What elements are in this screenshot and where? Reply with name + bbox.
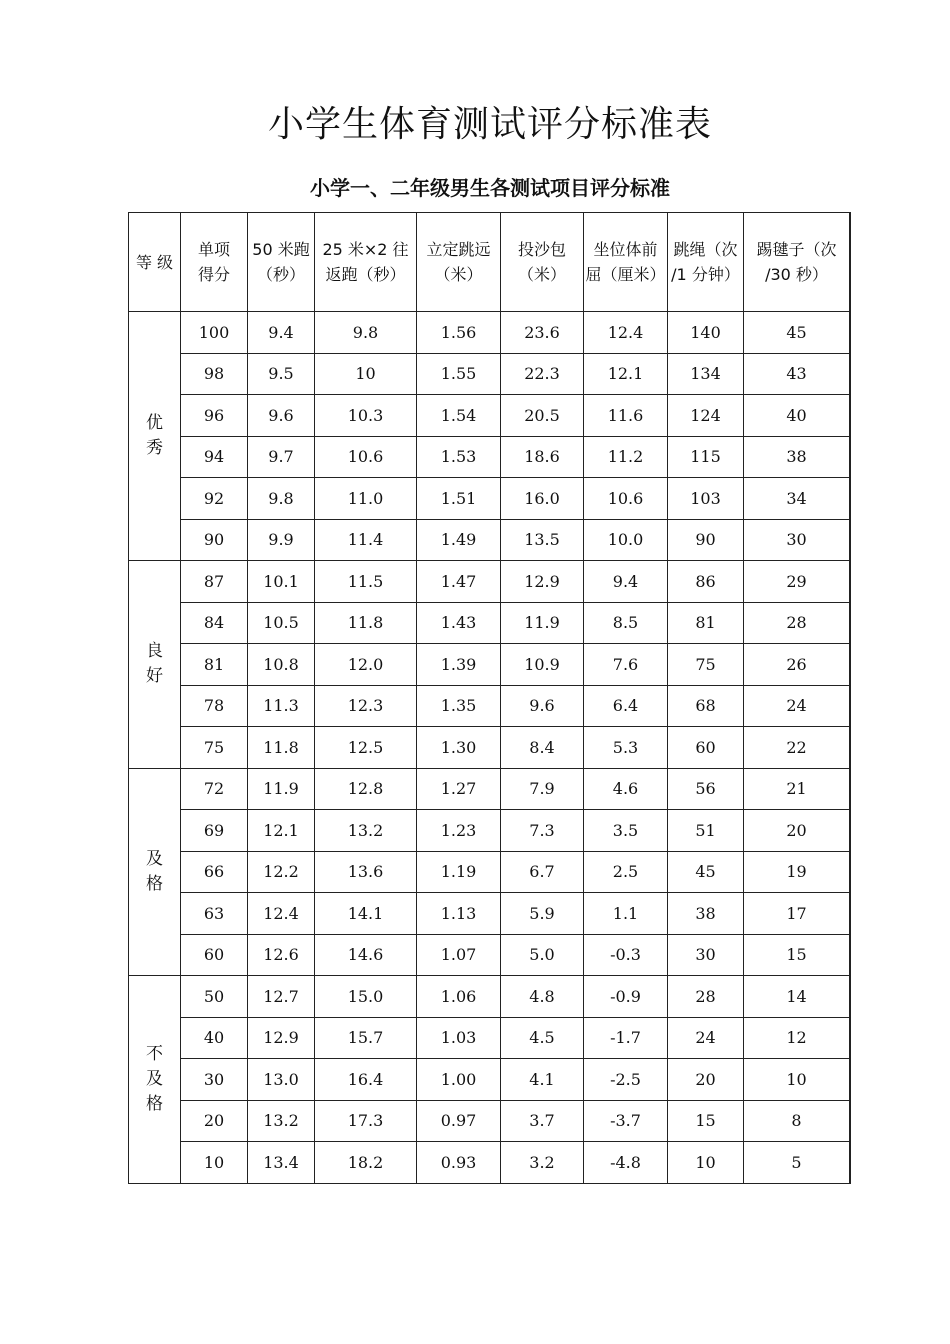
- score-cell: 81: [181, 644, 248, 686]
- value-cell: 9.5: [248, 353, 315, 395]
- value-cell: 9.6: [501, 685, 584, 727]
- grade-fail: 不 及 格: [129, 976, 181, 1184]
- value-cell: 9.4: [584, 561, 668, 603]
- value-cell: 10.6: [584, 478, 668, 520]
- table-row: [129, 685, 850, 727]
- value-cell: 12.5: [315, 727, 417, 769]
- value-cell: -4.8: [584, 1142, 668, 1184]
- value-cell: 51: [668, 810, 744, 852]
- header-grade: 等 级: [129, 213, 181, 312]
- grade-good: 良 好: [129, 561, 181, 769]
- value-cell: 15.0: [315, 976, 417, 1018]
- value-cell: 12.7: [248, 976, 315, 1018]
- value-cell: 12.1: [584, 353, 668, 395]
- table-row: [129, 1059, 850, 1101]
- value-cell: 9.6: [248, 395, 315, 437]
- value-cell: 45: [744, 312, 850, 354]
- header-shuttlecock-kick: 踢毽子（次 /30 秒）: [744, 213, 850, 312]
- value-cell: 12.8: [315, 768, 417, 810]
- value-cell: 17.3: [315, 1100, 417, 1142]
- value-cell: 1.51: [417, 478, 501, 520]
- score-cell: 69: [181, 810, 248, 852]
- value-cell: 14.6: [315, 934, 417, 976]
- value-cell: 21: [744, 768, 850, 810]
- value-cell: 134: [668, 353, 744, 395]
- value-cell: 10.1: [248, 561, 315, 603]
- value-cell: 1.30: [417, 727, 501, 769]
- value-cell: 9.8: [248, 478, 315, 520]
- value-cell: 11.0: [315, 478, 417, 520]
- value-cell: 26: [744, 644, 850, 686]
- value-cell: 140: [668, 312, 744, 354]
- value-cell: 81: [668, 602, 744, 644]
- score-cell: 87: [181, 561, 248, 603]
- value-cell: 1.19: [417, 851, 501, 893]
- value-cell: 124: [668, 395, 744, 437]
- table-row: [129, 893, 850, 935]
- header-row: [129, 213, 850, 312]
- value-cell: 14: [744, 976, 850, 1018]
- header-standing-long-jump: 立定跳远 （米）: [417, 213, 501, 312]
- value-cell: 1.35: [417, 685, 501, 727]
- value-cell: 12.4: [248, 893, 315, 935]
- score-cell: 72: [181, 768, 248, 810]
- header-25m-shuttle-run: 25 米×2 往 返跑（秒）: [315, 213, 417, 312]
- value-cell: -2.5: [584, 1059, 668, 1101]
- value-cell: 20.5: [501, 395, 584, 437]
- table-body: [129, 312, 850, 1184]
- value-cell: 10.3: [315, 395, 417, 437]
- score-cell: 96: [181, 395, 248, 437]
- value-cell: 13.2: [315, 810, 417, 852]
- value-cell: 16.0: [501, 478, 584, 520]
- value-cell: 1.1: [584, 893, 668, 935]
- value-cell: 18.6: [501, 436, 584, 478]
- value-cell: 5.3: [584, 727, 668, 769]
- value-cell: 2.5: [584, 851, 668, 893]
- value-cell: 29: [744, 561, 850, 603]
- value-cell: 1.23: [417, 810, 501, 852]
- table-row: [129, 810, 850, 852]
- value-cell: 7.6: [584, 644, 668, 686]
- table-row: [129, 851, 850, 893]
- header-sit-and-reach: 坐位体前 屈（厘米）: [584, 213, 668, 312]
- value-cell: 8.4: [501, 727, 584, 769]
- score-cell: 75: [181, 727, 248, 769]
- table-row: [129, 602, 850, 644]
- value-cell: 19: [744, 851, 850, 893]
- table-row: [129, 727, 850, 769]
- value-cell: 1.56: [417, 312, 501, 354]
- value-cell: 6.4: [584, 685, 668, 727]
- table-row: [129, 1100, 850, 1142]
- value-cell: 1.55: [417, 353, 501, 395]
- value-cell: 4.1: [501, 1059, 584, 1101]
- value-cell: 38: [744, 436, 850, 478]
- score-cell: 94: [181, 436, 248, 478]
- value-cell: 11.3: [248, 685, 315, 727]
- value-cell: 12.9: [248, 1017, 315, 1059]
- value-cell: 12.6: [248, 934, 315, 976]
- table-subtitle: 小学一、二年级男生各测试项目评分标准: [310, 176, 670, 200]
- value-cell: 10.0: [584, 519, 668, 561]
- value-cell: 9.8: [315, 312, 417, 354]
- value-cell: 7.3: [501, 810, 584, 852]
- value-cell: 5: [744, 1142, 850, 1184]
- score-cell: 20: [181, 1100, 248, 1142]
- score-cell: 10: [181, 1142, 248, 1184]
- value-cell: 43: [744, 353, 850, 395]
- value-cell: 1.53: [417, 436, 501, 478]
- value-cell: 1.43: [417, 602, 501, 644]
- value-cell: 11.9: [501, 602, 584, 644]
- value-cell: 3.7: [501, 1100, 584, 1142]
- value-cell: 12.0: [315, 644, 417, 686]
- score-cell: 63: [181, 893, 248, 935]
- table-row: [129, 395, 850, 437]
- value-cell: 40: [744, 395, 850, 437]
- value-cell: 5.0: [501, 934, 584, 976]
- value-cell: 11.6: [584, 395, 668, 437]
- value-cell: 115: [668, 436, 744, 478]
- score-cell: 90: [181, 519, 248, 561]
- value-cell: 34: [744, 478, 850, 520]
- value-cell: 15: [668, 1100, 744, 1142]
- value-cell: 30: [668, 934, 744, 976]
- value-cell: 9.9: [248, 519, 315, 561]
- table-row: [129, 934, 850, 976]
- value-cell: 30: [744, 519, 850, 561]
- table-row: [129, 561, 850, 603]
- value-cell: 10: [315, 353, 417, 395]
- value-cell: 86: [668, 561, 744, 603]
- value-cell: 45: [668, 851, 744, 893]
- value-cell: 23.6: [501, 312, 584, 354]
- value-cell: 12.2: [248, 851, 315, 893]
- value-cell: 8.5: [584, 602, 668, 644]
- value-cell: 11.8: [248, 727, 315, 769]
- value-cell: 14.1: [315, 893, 417, 935]
- value-cell: 8: [744, 1100, 850, 1142]
- table-row: [129, 768, 850, 810]
- score-cell: 30: [181, 1059, 248, 1101]
- value-cell: -3.7: [584, 1100, 668, 1142]
- value-cell: -1.7: [584, 1017, 668, 1059]
- value-cell: 9.7: [248, 436, 315, 478]
- table-row: [129, 312, 850, 354]
- value-cell: 0.93: [417, 1142, 501, 1184]
- value-cell: 22.3: [501, 353, 584, 395]
- value-cell: 11.8: [315, 602, 417, 644]
- value-cell: 10.8: [248, 644, 315, 686]
- value-cell: 4.5: [501, 1017, 584, 1059]
- table-row: [129, 353, 850, 395]
- value-cell: 4.6: [584, 768, 668, 810]
- value-cell: 1.13: [417, 893, 501, 935]
- value-cell: 6.7: [501, 851, 584, 893]
- value-cell: 11.9: [248, 768, 315, 810]
- table-row: [129, 1017, 850, 1059]
- header-rope-skipping: 跳绳（次 /1 分钟）: [668, 213, 744, 312]
- value-cell: 1.39: [417, 644, 501, 686]
- value-cell: 38: [668, 893, 744, 935]
- value-cell: 13.0: [248, 1059, 315, 1101]
- value-cell: 10.5: [248, 602, 315, 644]
- value-cell: 1.49: [417, 519, 501, 561]
- value-cell: 4.8: [501, 976, 584, 1018]
- value-cell: 12.9: [501, 561, 584, 603]
- value-cell: 3.2: [501, 1142, 584, 1184]
- value-cell: 1.07: [417, 934, 501, 976]
- value-cell: 103: [668, 478, 744, 520]
- score-cell: 78: [181, 685, 248, 727]
- value-cell: -0.3: [584, 934, 668, 976]
- value-cell: 60: [668, 727, 744, 769]
- value-cell: 10.6: [315, 436, 417, 478]
- score-cell: 50: [181, 976, 248, 1018]
- score-cell: 92: [181, 478, 248, 520]
- value-cell: 0.97: [417, 1100, 501, 1142]
- table-row: [129, 436, 850, 478]
- value-cell: 24: [668, 1017, 744, 1059]
- table-row: [129, 478, 850, 520]
- value-cell: 1.47: [417, 561, 501, 603]
- value-cell: -0.9: [584, 976, 668, 1018]
- score-cell: 98: [181, 353, 248, 395]
- value-cell: 13.4: [248, 1142, 315, 1184]
- header-score: 单项 得分: [181, 213, 248, 312]
- value-cell: 16.4: [315, 1059, 417, 1101]
- value-cell: 22: [744, 727, 850, 769]
- value-cell: 3.5: [584, 810, 668, 852]
- value-cell: 1.06: [417, 976, 501, 1018]
- grade-excellent: 优 秀: [129, 312, 181, 561]
- value-cell: 11.4: [315, 519, 417, 561]
- score-cell: 66: [181, 851, 248, 893]
- score-cell: 84: [181, 602, 248, 644]
- value-cell: 13.5: [501, 519, 584, 561]
- value-cell: 9.4: [248, 312, 315, 354]
- page-title: 小学生体育测试评分标准表: [267, 104, 712, 145]
- value-cell: 10: [668, 1142, 744, 1184]
- value-cell: 68: [668, 685, 744, 727]
- value-cell: 18.2: [315, 1142, 417, 1184]
- value-cell: 10: [744, 1059, 850, 1101]
- value-cell: 56: [668, 768, 744, 810]
- value-cell: 28: [668, 976, 744, 1018]
- header-50m-run: 50 米跑 （秒）: [248, 213, 315, 312]
- value-cell: 20: [668, 1059, 744, 1101]
- value-cell: 10.9: [501, 644, 584, 686]
- value-cell: 13.6: [315, 851, 417, 893]
- scoring-standard-table: [128, 212, 850, 1184]
- table-row: [129, 519, 850, 561]
- table-row: [129, 644, 850, 686]
- value-cell: 12: [744, 1017, 850, 1059]
- table-row: [129, 1142, 850, 1184]
- value-cell: 5.9: [501, 893, 584, 935]
- grade-pass: 及 格: [129, 768, 181, 976]
- value-cell: 1.54: [417, 395, 501, 437]
- value-cell: 90: [668, 519, 744, 561]
- value-cell: 7.9: [501, 768, 584, 810]
- value-cell: 13.2: [248, 1100, 315, 1142]
- value-cell: 1.27: [417, 768, 501, 810]
- value-cell: 20: [744, 810, 850, 852]
- value-cell: 75: [668, 644, 744, 686]
- score-cell: 100: [181, 312, 248, 354]
- value-cell: 11.2: [584, 436, 668, 478]
- value-cell: 11.5: [315, 561, 417, 603]
- value-cell: 12.4: [584, 312, 668, 354]
- value-cell: 15.7: [315, 1017, 417, 1059]
- value-cell: 24: [744, 685, 850, 727]
- value-cell: 1.03: [417, 1017, 501, 1059]
- header-sandbag-throw: 投沙包 （米）: [501, 213, 584, 312]
- value-cell: 17: [744, 893, 850, 935]
- score-cell: 60: [181, 934, 248, 976]
- table-right-border: [850, 212, 851, 1184]
- value-cell: 28: [744, 602, 850, 644]
- table-row: [129, 976, 850, 1018]
- value-cell: 15: [744, 934, 850, 976]
- score-cell: 40: [181, 1017, 248, 1059]
- value-cell: 12.3: [315, 685, 417, 727]
- value-cell: 12.1: [248, 810, 315, 852]
- value-cell: 1.00: [417, 1059, 501, 1101]
